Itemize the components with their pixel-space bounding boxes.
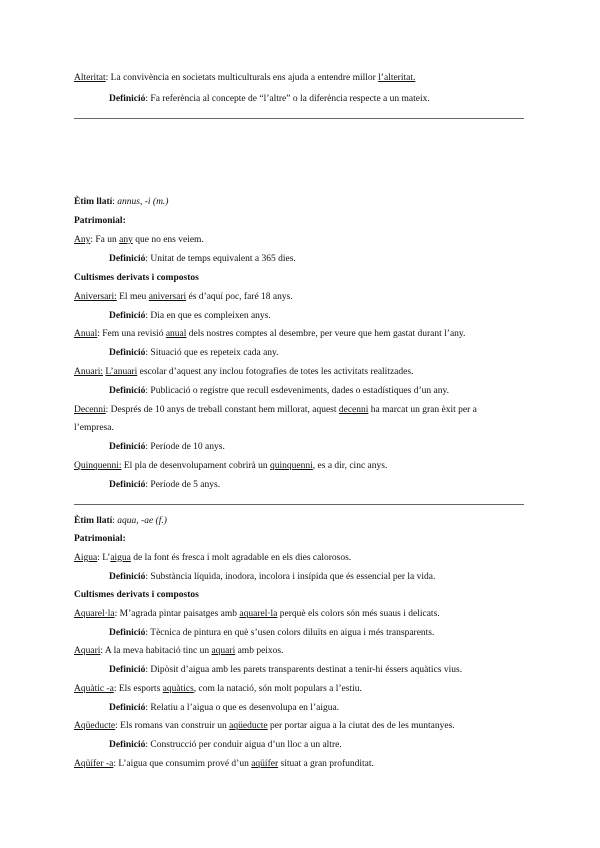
sentence-text: : La convivència en societats multiculturals ens ajuda a entendre millor bbox=[105, 73, 379, 83]
entry-aqueducte: Aqüeducte: Els romans van construir un aqüeducte per portar aigua a la ciutat des de les muntanyes. bbox=[74, 721, 455, 731]
underlined-word: l’alteritat. bbox=[378, 73, 416, 83]
entry-decenni-continuation: l’empresa. bbox=[74, 423, 114, 433]
cultismes-heading: Cultismes derivats i compostos bbox=[74, 273, 199, 283]
etymon-annus: Ètim llatí: annus, -i (m.) bbox=[74, 197, 169, 207]
entry-aquarella: Aquarel·la: M’agrada pintar paisatges amb aquarel·la perquè els colors són més suaus i delicats. bbox=[74, 609, 440, 619]
entry-aniversari: Aniversari: El meu aniversari és d’aquí poc, faré 18 anys. bbox=[74, 292, 293, 302]
entry-decenni: Decenni: Després de 10 anys de treball constant hem millorat, aquest decenni ha marcat un gran èxit per a bbox=[74, 405, 477, 415]
term-any: Any bbox=[74, 235, 91, 245]
definition-label: Definició bbox=[109, 94, 146, 104]
term-aniversari: Aniversari: bbox=[74, 292, 117, 302]
section-divider bbox=[74, 504, 524, 505]
entry-aigua: Aigua: L’aigua de la font és fresca i molt agradable en els dies calorosos. bbox=[74, 553, 352, 563]
entry-anual: Anual: Fem una revisió anual dels nostres comptes al desembre, per veure que hem gastat durant l’any. bbox=[74, 329, 466, 339]
term-aqueifer: Aqüífer -a bbox=[74, 759, 114, 769]
definition-aqueducte: Definició: Construcció per conduir aigua d’un lloc a un altre. bbox=[109, 740, 342, 750]
etymon-label: Ètim llatí bbox=[74, 516, 113, 526]
definition-any: Definició: Unitat de temps equivalent a 365 dies. bbox=[109, 254, 296, 264]
entry-anuari: Anuari: L’anuari escolar d’aquest any inclou fotografies de totes les activitats realitzades. bbox=[74, 367, 414, 377]
term-alteritat: Alteritat bbox=[74, 73, 106, 83]
etymon-label: Ètim llatí bbox=[74, 197, 113, 207]
definition-aniversari: Definició: Dia en que es compleixen anys. bbox=[109, 311, 271, 321]
cultismes-heading: Cultismes derivats i compostos bbox=[74, 590, 199, 600]
entry-quinquenni: Quinquenni: El pla de desenvolupament cobrirà un quinquenni, es a dir, cinc anys. bbox=[74, 461, 388, 471]
term-aigua: Aigua bbox=[74, 553, 98, 563]
definition-aigua: Definició: Substància líquida, inodora, incolora i insípida que és essencial per la vida. bbox=[109, 572, 436, 582]
term-aquatic: Aquàtic -a bbox=[74, 684, 114, 694]
definition-aquatic: Definició: Relatiu a l’aigua o que es desenvolupa en l’aigua. bbox=[109, 703, 340, 713]
entry-aquatic: Aquàtic -a: Els esports aquàtics, com la natació, són molt populars a l’estiu. bbox=[74, 684, 362, 694]
entry-aqueifer: Aqüífer -a: L’aigua que consumim prové d’un aqüífer situat a gran profunditat. bbox=[74, 759, 374, 769]
patrimonial-heading: Patrimonial: bbox=[74, 534, 126, 544]
etymon-value: aqua, -ae (f.) bbox=[117, 516, 167, 526]
term-quinquenni: Quinquenni: bbox=[74, 461, 122, 471]
patrimonial-heading: Patrimonial: bbox=[74, 216, 126, 226]
term-decenni: Decenni bbox=[74, 405, 106, 415]
definition-alteritat bbox=[109, 93, 430, 105]
term-anual: Anual bbox=[74, 329, 98, 339]
entry-alteritat bbox=[74, 72, 415, 84]
definition-anuari: Definició: Publicació o registre que recull esdeveniments, dades o estadístiques d’un any. bbox=[109, 386, 449, 396]
term-anuari: Anuari: bbox=[74, 367, 104, 377]
definition-quinquenni: Definició: Període de 5 anys. bbox=[109, 480, 221, 490]
definition-text: : Fa referència al concepte de “l’altre” o la diferència respecte a un mateix. bbox=[145, 94, 430, 104]
definition-aquarella: Definició: Tècnica de pintura en què s’usen colors diluïts en aigua i més transparents. bbox=[109, 628, 435, 638]
term-aqueducte: Aqüeducte bbox=[74, 721, 116, 731]
etymon-aqua: Ètim llatí: aqua, -ae (f.) bbox=[74, 516, 167, 526]
entry-any: Any: Fa un any que no ens veiem. bbox=[74, 235, 204, 245]
term-aquari: Aquari bbox=[74, 646, 101, 656]
entry-aquari: Aquari: A la meva habitació tinc un aquari amb peixos. bbox=[74, 646, 284, 656]
term-aquarella: Aquarel·la bbox=[74, 609, 115, 619]
definition-anual: Definició: Situació que es repeteix cada any. bbox=[109, 348, 279, 358]
section-divider bbox=[74, 118, 524, 119]
definition-decenni: Definició: Període de 10 anys. bbox=[109, 442, 225, 452]
etymon-value: annus, -i (m.) bbox=[117, 197, 169, 207]
definition-aquari: Definició: Dipòsit d’aigua amb les parets transparents destinat a tenir-hi éssers aquàtics vius. bbox=[109, 665, 463, 675]
